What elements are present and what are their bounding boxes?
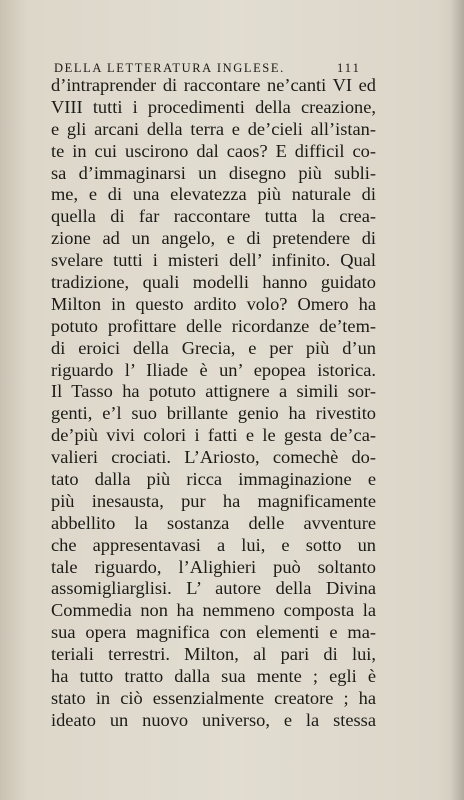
text-line: tato dalla più ricca immaginazione e [51,469,376,490]
text-line: più inesausta, pur ha magnificamente [51,490,376,511]
text-line: de’più vivi colori i fatti e le gesta de’ca- [51,425,376,446]
text-line: potuto profittare delle ricordanze de’tem- [51,315,376,336]
page-gutter-shadow [450,0,464,800]
text-line: ideato un nuovo universo, e la stessa [51,709,376,730]
text-line: stato in ciò essenzialmente creatore ; ha [51,687,376,708]
text-line: genti, e’l suo brillante genio ha rivestito [51,403,376,424]
body-text [51,75,376,732]
text-line: Commedia non ha nemmeno composta la [51,600,376,621]
text-line: me, e di una elevatezza più naturale di [51,184,376,205]
text-line: Milton in questo ardito volo? Omero ha [51,293,376,314]
text-line: riguardo l’ Iliade è un’ epopea istorica. [51,359,376,380]
text-line: Il Tasso ha potuto attignere a simili sor- [51,381,376,402]
text-line: di eroici della Grecia, e per più d’un [51,337,376,358]
text-line: valieri crociati. L’Ariosto, comechè do- [51,447,376,468]
text-line: quella di far raccontare tutta la crea- [51,206,376,227]
text-line: sa d’immaginarsi un disegno più subli- [51,162,376,183]
text-line: tale riguardo, l’Alighieri può soltanto [51,556,376,577]
text-line: zione ad un angelo, e di pretendere di [51,228,376,249]
text-line: assomigliarglisi. L’ autore della Divina [51,578,376,599]
text-line: sua opera magnifica con elementi e ma- [51,622,376,643]
text-line: abbellito la sostanza delle avventure [51,512,376,533]
page-number: 111 [337,61,361,75]
text-line: e gli arcani della terra e de’cieli all’istan- [51,118,376,139]
text-line: che appresentavasi a lui, e sotto un [51,534,376,555]
text-line: VIII tutti i procedimenti della creazione, [51,96,376,117]
running-title: DELLA LETTERATURA INGLESE. [54,61,285,75]
text-line: teriali terrestri. Milton, al pari di lui, [51,644,376,665]
text-line: d’intraprender di raccontare ne’canti VI ed [51,75,376,95]
text-line: tradizione, quali modelli hanno guidato [51,272,376,293]
text-line: te in cui uscirono dal caos? E difficil co- [51,140,376,161]
text-line: ha tutto tratto dalla sua mente ; egli è [51,666,376,687]
text-line: svelare tutti i misteri dell’ infinito. Qual [51,250,376,271]
